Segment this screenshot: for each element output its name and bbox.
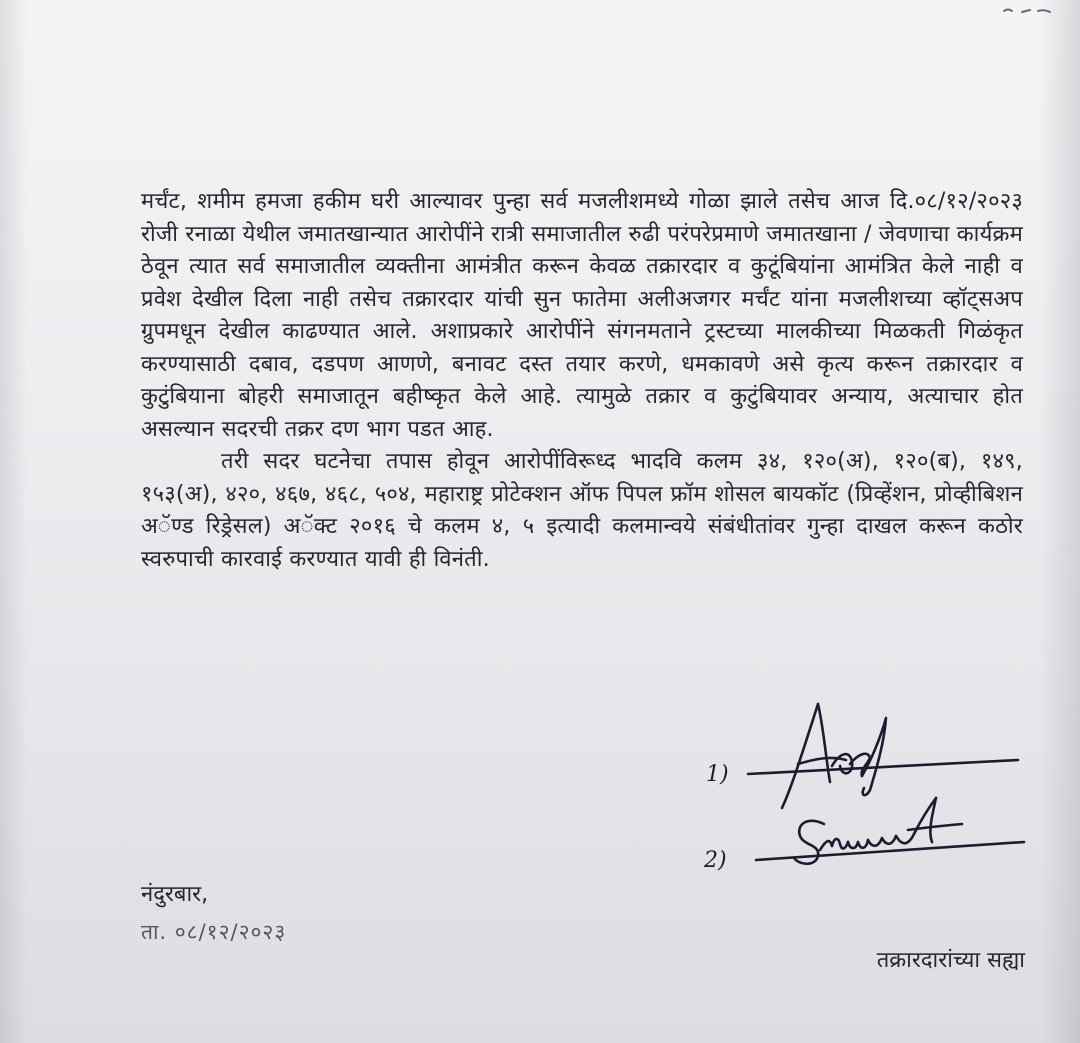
- signatory-label: तक्रारदारांच्या सह्या: [876, 948, 1025, 973]
- complaint-body: [141, 186, 1023, 576]
- signature-scribbles: [700, 700, 1040, 890]
- page-shadow-right: [1040, 0, 1080, 1043]
- signature-2: [756, 798, 1024, 864]
- signature-1: [748, 704, 1018, 808]
- document-date: ता. ०८/१२/२०२३: [141, 920, 287, 944]
- page-shadow-left: [0, 0, 28, 1043]
- paragraph-1: मर्चंट, शमीम हमजा हकीम घरी आल्यावर पुन्हा सर्व मजलीशमध्ये गोळा झाले तसेच आज दि.०८/१२/२०२३ रोजी रनाळा येथील जमातखान्यात आरोपींने रात्री समाजातील रुढी परंपरेप्रमाणे जमातखाना / जेवणाचा कार्यक्रम ठेवून त्यात सर्व समाजातील व्यक्तीना आमंत्रीत करून केवळ तक्रारदार व कुटूंबियांना आमंत्रित केले नाही व प्रवेश देखील दिला नाही तसेच तक्रारदार यांची सुन फातेमा अलीअजगर मर्चंट यांना मजलीशच्या व्हॉट्सअप ग्रुपमधून देखील काढण्यात आले. अशाप्रकारे आरोपींने संगनमताने ट्रस्टच्या मालकीच्या मिळकती गिळंकृत करण्यासाठी दबाव, दडपण आणणे, बनावट दस्त तयार करणे, धमकावणे असे कृत्य करून तक्रारदार व कुटुंबियाना बोहरी समाजातून बहीष्कृत केले आहे. त्यामुळे तक्रार व कुटुंबियावर अन्याय, अत्याचार होत असल्यान सदरची तक्रर दण भाग पडत आह.: [141, 189, 1023, 442]
- place-name: नंदुरबार,: [141, 882, 209, 907]
- paragraph-2: तरी सदर घटनेचा तपास होवून आरोपींविरूध्द भादवि कलम ३४, १२०(अ), १२०(ब), १४९, १५३(अ), ४२०, ४६७, ४६८, ५०४, महाराष्ट्र प्रोटेक्शन ऑफ पिपल फ्रॉम शोसल बायकॉट (प्रिव्हेंशन, प्रोव्हीबिशन अॅण्ड रिड्रेसल) अॅक्ट २०१६ चे कलम ४, ५ इत्यादी कलमान्वये संबंधीतांवर गुन्हा दाखल करून कठोर स्वरुपाची कारवाई करण्यात यावी ही विनंती.: [141, 449, 1023, 572]
- signature-block: [700, 700, 1040, 890]
- signature-number-2: 2): [704, 848, 727, 873]
- signature-number-1: 1): [706, 762, 729, 787]
- corner-ink-mark: [998, 6, 1058, 16]
